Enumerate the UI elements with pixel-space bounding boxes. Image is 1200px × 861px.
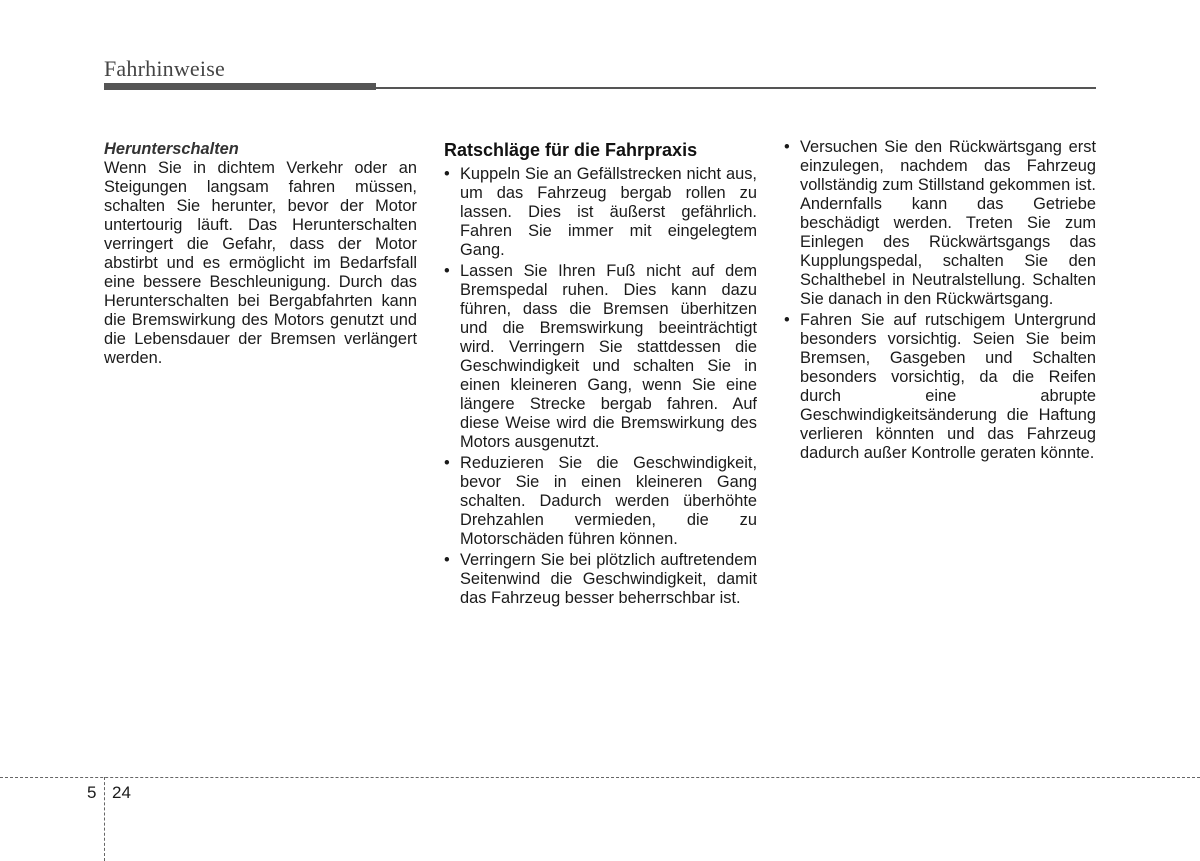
list-item: • Kuppeln Sie an Gefällstrecken nicht aus, um das Fahrzeug bergab rollen zu lassen. Dies ist äußerst gefährlich. Fahren Sie immer mit eingelegtem Gang. (444, 165, 757, 260)
column-middle (444, 138, 757, 610)
section-title: Fahrhinweise (104, 56, 225, 81)
bullet-list-fahrpraxis (444, 165, 757, 608)
subheading-herunterschalten: Herunterschalten (104, 140, 239, 158)
page-number: 24 (112, 783, 131, 802)
bullet-list-continued (784, 138, 1096, 463)
column-left (104, 138, 417, 368)
list-item: • Verringern Sie bei plötzlich auftretendem Seitenwind die Geschwindigkeit, damit das Fahrzeug besser beherrschbar ist. (444, 551, 757, 608)
paragraph-herunterschalten: Wenn Sie in dichtem Verkehr oder an Steigungen langsam fahren müssen, schalten Sie herunter, bevor der Motor untertourig läuft. Das Herunterschalten verringert die Gefahr, dass der Motor abstirbt und es ermöglicht im Bedarfsfall eine bessere Beschleunigung. Durch das Herunterschalten bei Bergabfahrten kann die Bremswirkung des Motors genutzt und die Lebensdauer der Bremsen verlängert werden. (104, 159, 417, 367)
list-item: • Versuchen Sie den Rückwärtsgang erst einzulegen, nachdem das Fahrzeug vollständig zum Stillstand gekommen ist. Andernfalls kann das Getriebe beschädigt werden. Treten Sie zum Einlegen des Rückwärtsgangs das Kupplungspedal, schalten Sie den Schalthebel in Neutralstellung. Schalten Sie danach in den Rückwärtsgang. (784, 138, 1096, 309)
heading-fahrpraxis: Ratschläge für die Fahrpraxis (444, 140, 698, 160)
footer-dashed-rule (0, 777, 1200, 778)
header-rule-thin (376, 87, 1096, 89)
list-item: • Fahren Sie auf rutschigem Untergrund besonders vorsichtig. Seien Sie beim Bremsen, Gasgeben und Schalten besonders vorsichtig, da die Reifen durch eine abrupte Geschwindigkeitsänderung die Haftung verlieren könnten und das Fahrzeug dadurch außer Kontrolle geraten könnte. (784, 311, 1096, 463)
footer-vertical-dashed-rule (104, 777, 105, 861)
column-right (784, 138, 1096, 465)
chapter-number: 5 (87, 783, 97, 802)
list-item: • Lassen Sie Ihren Fuß nicht auf dem Bremspedal ruhen. Dies kann dazu führen, dass die Bremsen überhitzen und die Bremswirkung beeinträchtigt wird. Verringern Sie stattdessen die Geschwindigkeit und schalten Sie in einen kleineren Gang, wenn Sie eine längere Strecke bergab fahren. Auf diese Weise wird die Bremswirkung des Motors ausgenutzt. (444, 262, 757, 452)
list-item: • Reduzieren Sie die Geschwindigkeit, bevor Sie in einen kleineren Gang schalten. Dadurch werden überhöhte Drehzahlen vermieden, die zu Motorschäden führen können. (444, 454, 757, 549)
header-rule-thick (104, 83, 376, 90)
